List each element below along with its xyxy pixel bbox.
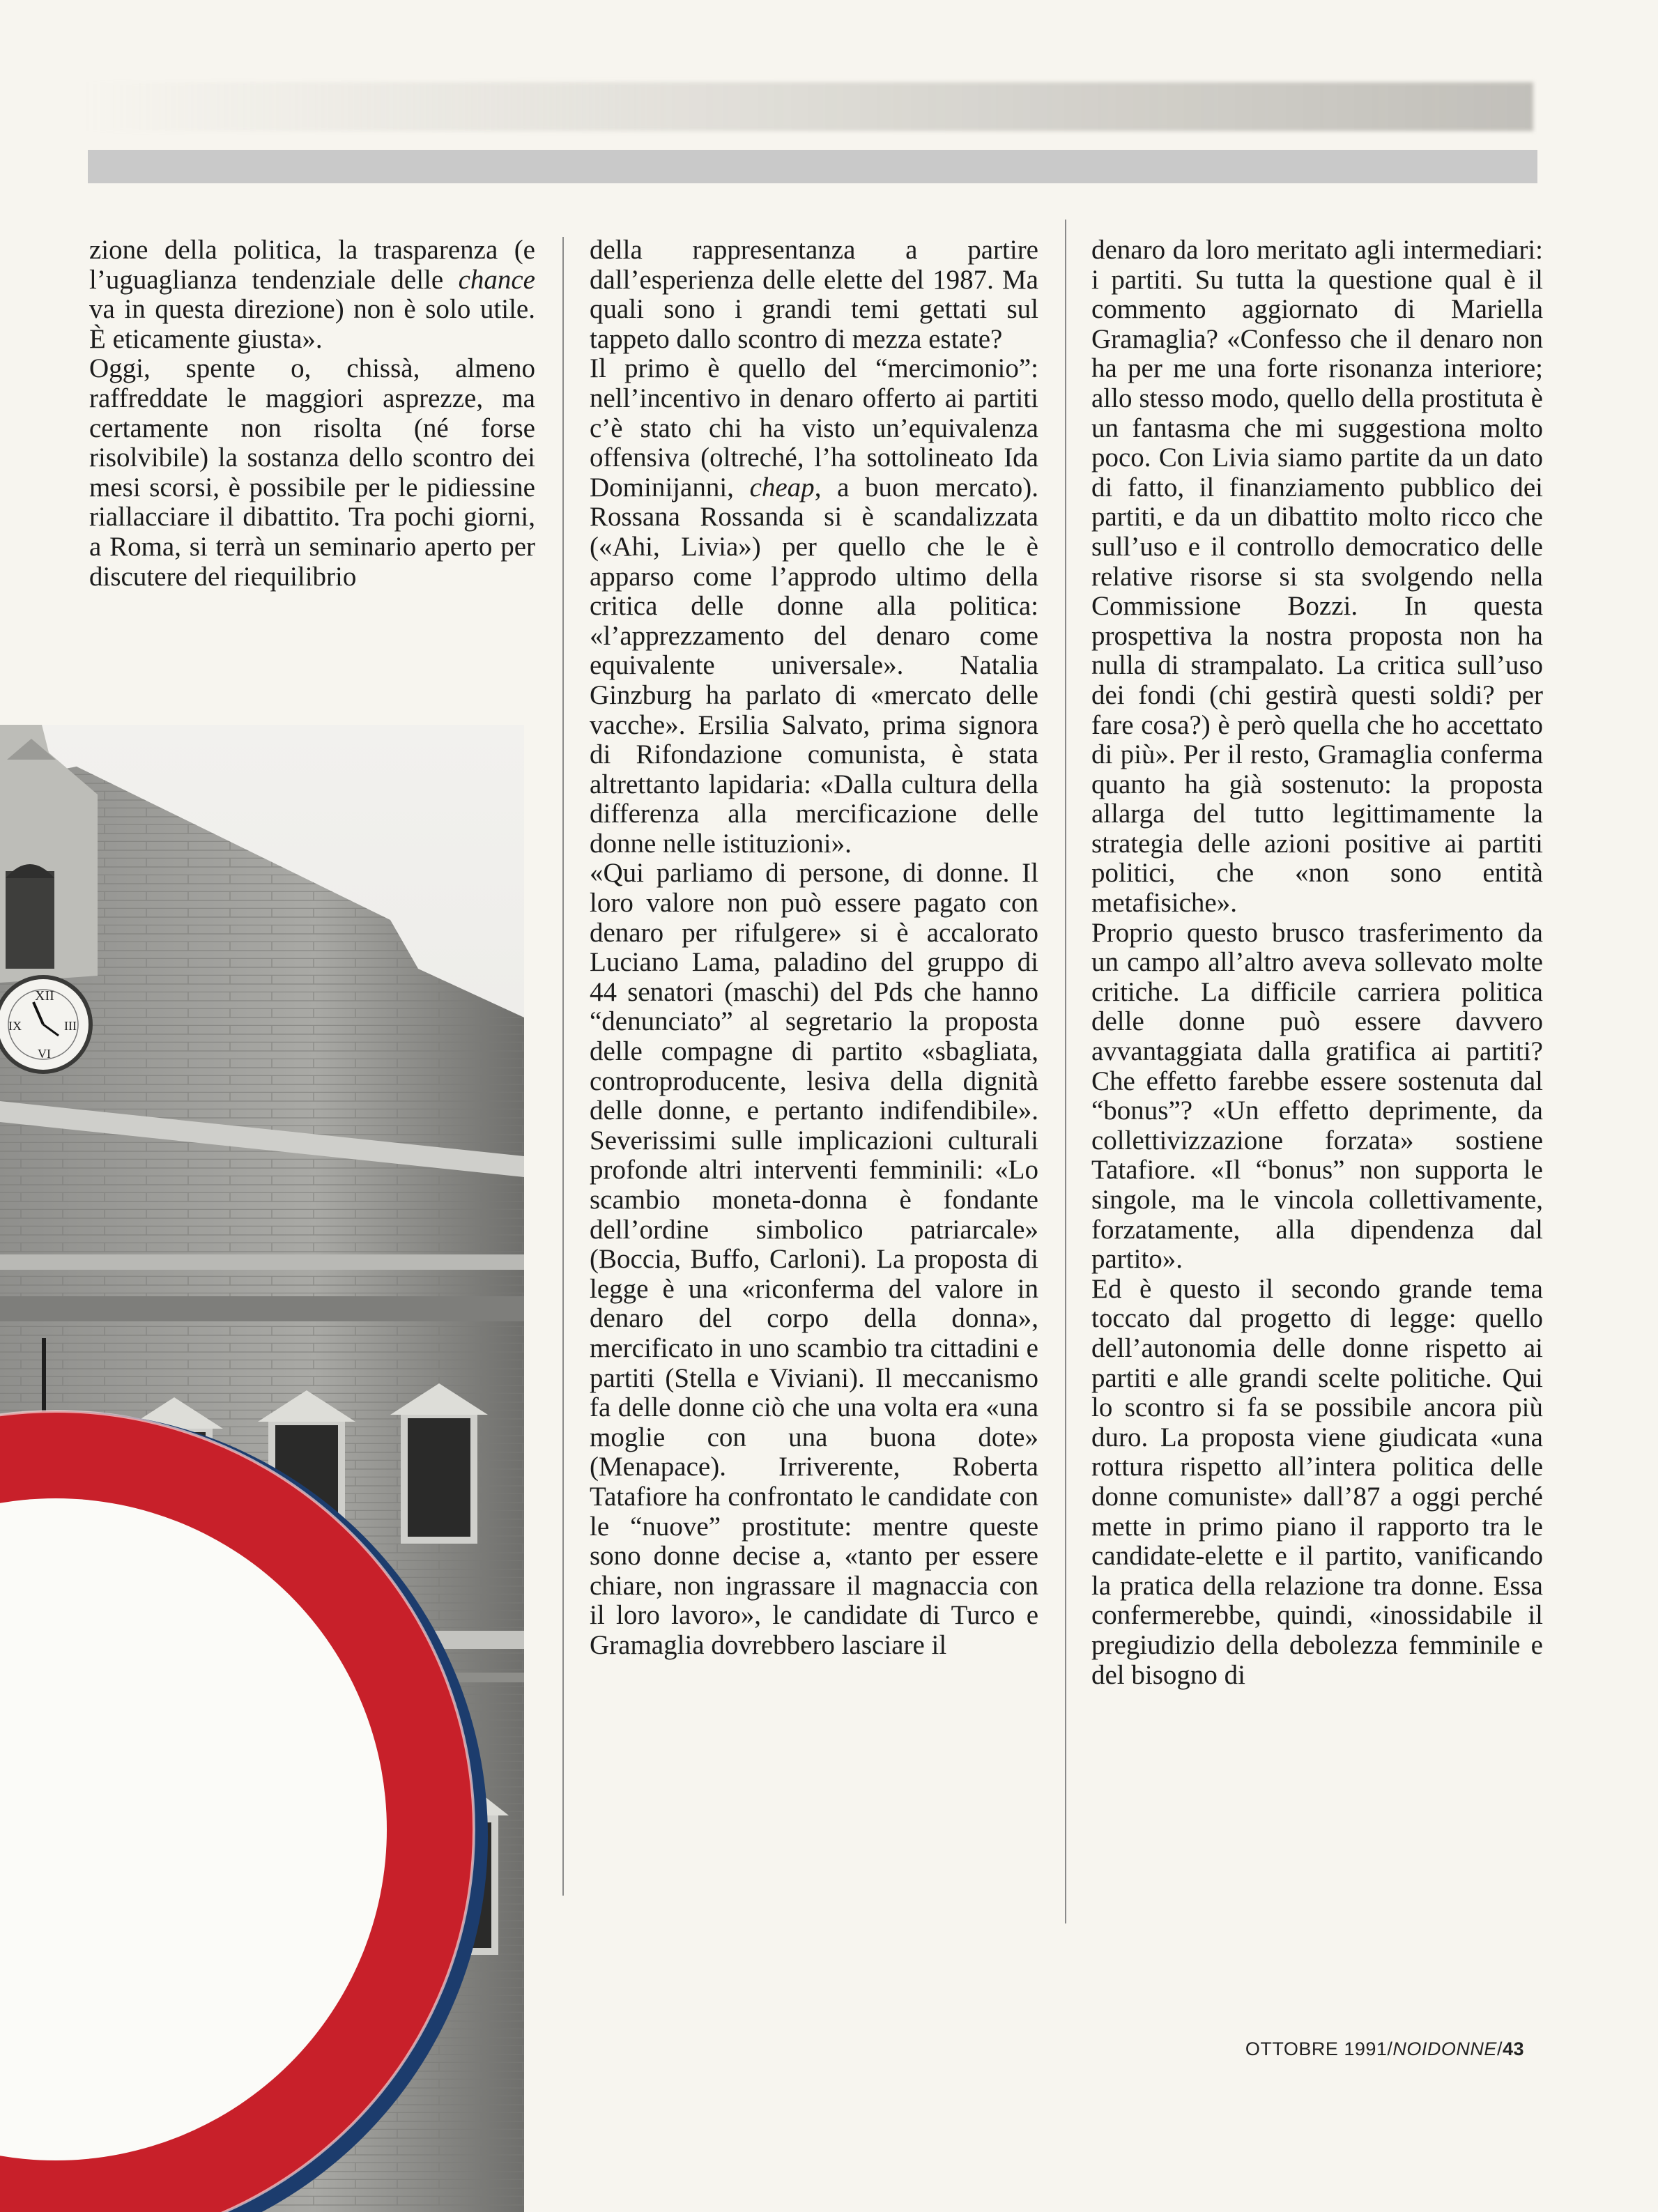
- paragraph: della rappresentanza a partire dall’esperienza delle elette del 1987. Ma quali sono i grandi temi gettati sul tappeto dallo scontro di mezza estate?: [590, 235, 1038, 354]
- page-footer: [1245, 2038, 1524, 2060]
- paragraph: [89, 236, 535, 354]
- italic-term: chance: [458, 264, 535, 295]
- clock-numeral: III: [64, 1019, 77, 1033]
- parliament-photo: [0, 725, 524, 2212]
- paragraph: Oggi, spente o, chissà, almeno raffreddate le maggiori asprezze, ma certamente non risolta (né forse risolvibile) la sostanza dello scontro dei mesi scorsi, è possibile per le pidiessine riallacciare il dibattito. Tra pochi giorni, a Roma, si terrà un seminario aperto per discutere del riequilibrio: [89, 353, 535, 592]
- page-number: 43: [1502, 2038, 1524, 2059]
- text-run: zione della politica, la trasparenza (e l’uguaglianza tendenziale delle: [89, 235, 535, 295]
- clock-numeral: IX: [8, 1019, 22, 1033]
- header-grey-bar: [88, 150, 1537, 183]
- article-column-3: [1091, 236, 1543, 1690]
- footer-separator: /: [1496, 2038, 1503, 2059]
- footer-date: OTTOBRE 1991/: [1245, 2038, 1393, 2059]
- header-ghost-band: [84, 82, 1533, 131]
- italic-term: cheap: [749, 472, 815, 502]
- text-run: va in questa direzione) non è solo utile. È eticamente giusta».: [89, 294, 535, 354]
- paragraph: denaro da loro meritato agli intermediari: i partiti. Su tutta la questione qual è il commento aggiornato di Mariella Gramaglia? «Confesso che il denaro non ha per me una forte risonanza interiore; allo stesso modo, quello della prostituta è un fantasma che mi suggestiona molto poco. Con Livia siamo partite da un dato di fatto, il finanziamento pubblico dei partiti, e da un dibattito molto ricco che sull’uso e il controllo democratico delle relative risorse si sta svolgendo nella Commissione Bozzi. In questa prospettiva la nostra proposta non ha nulla di strampalato. La critica sull’uso dei fondi (chi gestirà questi soldi? per fare cosa?) è però quella che ho accettato di più». Per il resto, Gramaglia conferma quanto ha già sostenuto: la proposta allarga del tutto legittimamente la strategia delle azioni positive ai partiti politici, che «non sono entità metafisiche».: [1091, 235, 1543, 919]
- paragraph: [590, 354, 1038, 859]
- text-run: , a buon mercato). Rossana Rossanda si è scandalizzata («Ahi, Livia») per quello che le è apparso come l’approdo ultimo della critica delle donne alla politica: «l’apprezzamento del denaro come equivalente universale». Natalia Ginzburg ha parlato di «mercato delle vacche». Ersilia Salvato, prima signora di Rifondazione comunista, è stata altrettanto lapidaria: «Dalla cultura della differenza alla mercificazione delle donne nelle istituzioni».: [590, 472, 1039, 859]
- article-column-1: [89, 236, 535, 592]
- paragraph: Ed è questo il secondo grande tema toccato dal progetto di legge: quello dell’autonomia delle donne rispetto ai partiti e alle grandi scelte politiche. Qui lo scontro si fa se possibile ancora più duro. La proposta viene giudicata «una rottura rispetto all’intera politica delle donne comuniste» dall’87 a oggi perché mette in primo piano il rapporto tra le candidate-elette e il partito, vanificando la pratica della relazione tra donne. Essa confermerebbe, quindi, «inossidabile il pregiudizio della debolezza femminile e del bisogno di: [1091, 1273, 1543, 1690]
- article-column-2: [590, 236, 1038, 1661]
- magazine-name: NOIDONNE: [1392, 2038, 1497, 2059]
- clock-numeral: XII: [35, 988, 54, 1004]
- clock-numeral: VI: [38, 1047, 51, 1061]
- column-rule-right: [1065, 220, 1066, 1923]
- text-run: Il primo è quello del “mercimonio”: nell’incentivo in denaro offerto ai partiti c’è stato chi ha visto un’equivalenza offensiva (oltreché, l’ha sottolineato Ida Dominijanni,: [590, 353, 1038, 502]
- column-rule-left: [562, 237, 564, 1896]
- paragraph: «Qui parliamo di persone, di donne. Il loro valore non può essere pagato con denaro per rifulgere» si è accalorato Luciano Lama, paladino del gruppo di 44 senatori (maschi) del Pds che hanno “denunciato” al segretario la proposta delle compagne di partito «sbagliata, controproducente, lesiva della dignità delle donne, e pertanto indifendibile». Severissimi sulle implicazioni culturali profonde altri interventi femminili: «Lo scambio moneta-donna è fondante dell’ordine simbolico patriarcale» (Boccia, Buffo, Carloni). La proposta di legge è una «riconferma del valore in denaro del corpo della donna», mercificato in uno scambio tra cittadini e partiti (Stella e Viviani). Il meccanismo fa delle donne ciò che una volta era «una moglie con una buona dote» (Menapace). Irriverente, Roberta Tatafiore ha confrontato le candidate con le “nuove” prostitute: mentre queste sono donne decise a, «tanto per essere chiare, non ingrassare il magnaccia con il loro lavoro», le candidate di Turco e Gramaglia dovrebbero lasciare il: [590, 858, 1038, 1660]
- paragraph: Proprio questo brusco trasferimento da un campo all’altro aveva sollevato molte critiche. La difficile carriera politica delle donne può essere davvero avvantaggiata dalla gratifica ai partiti? Che effetto farebbe essere sostenuta dal “bonus”? «Un effetto deprimente, da collettivizzazione forzata» sostiene Tatafiore. «Il “bonus” non supporta le singole, ma le vincola collettivamente, forzatamente, alla dipendenza dal partito».: [1091, 917, 1543, 1275]
